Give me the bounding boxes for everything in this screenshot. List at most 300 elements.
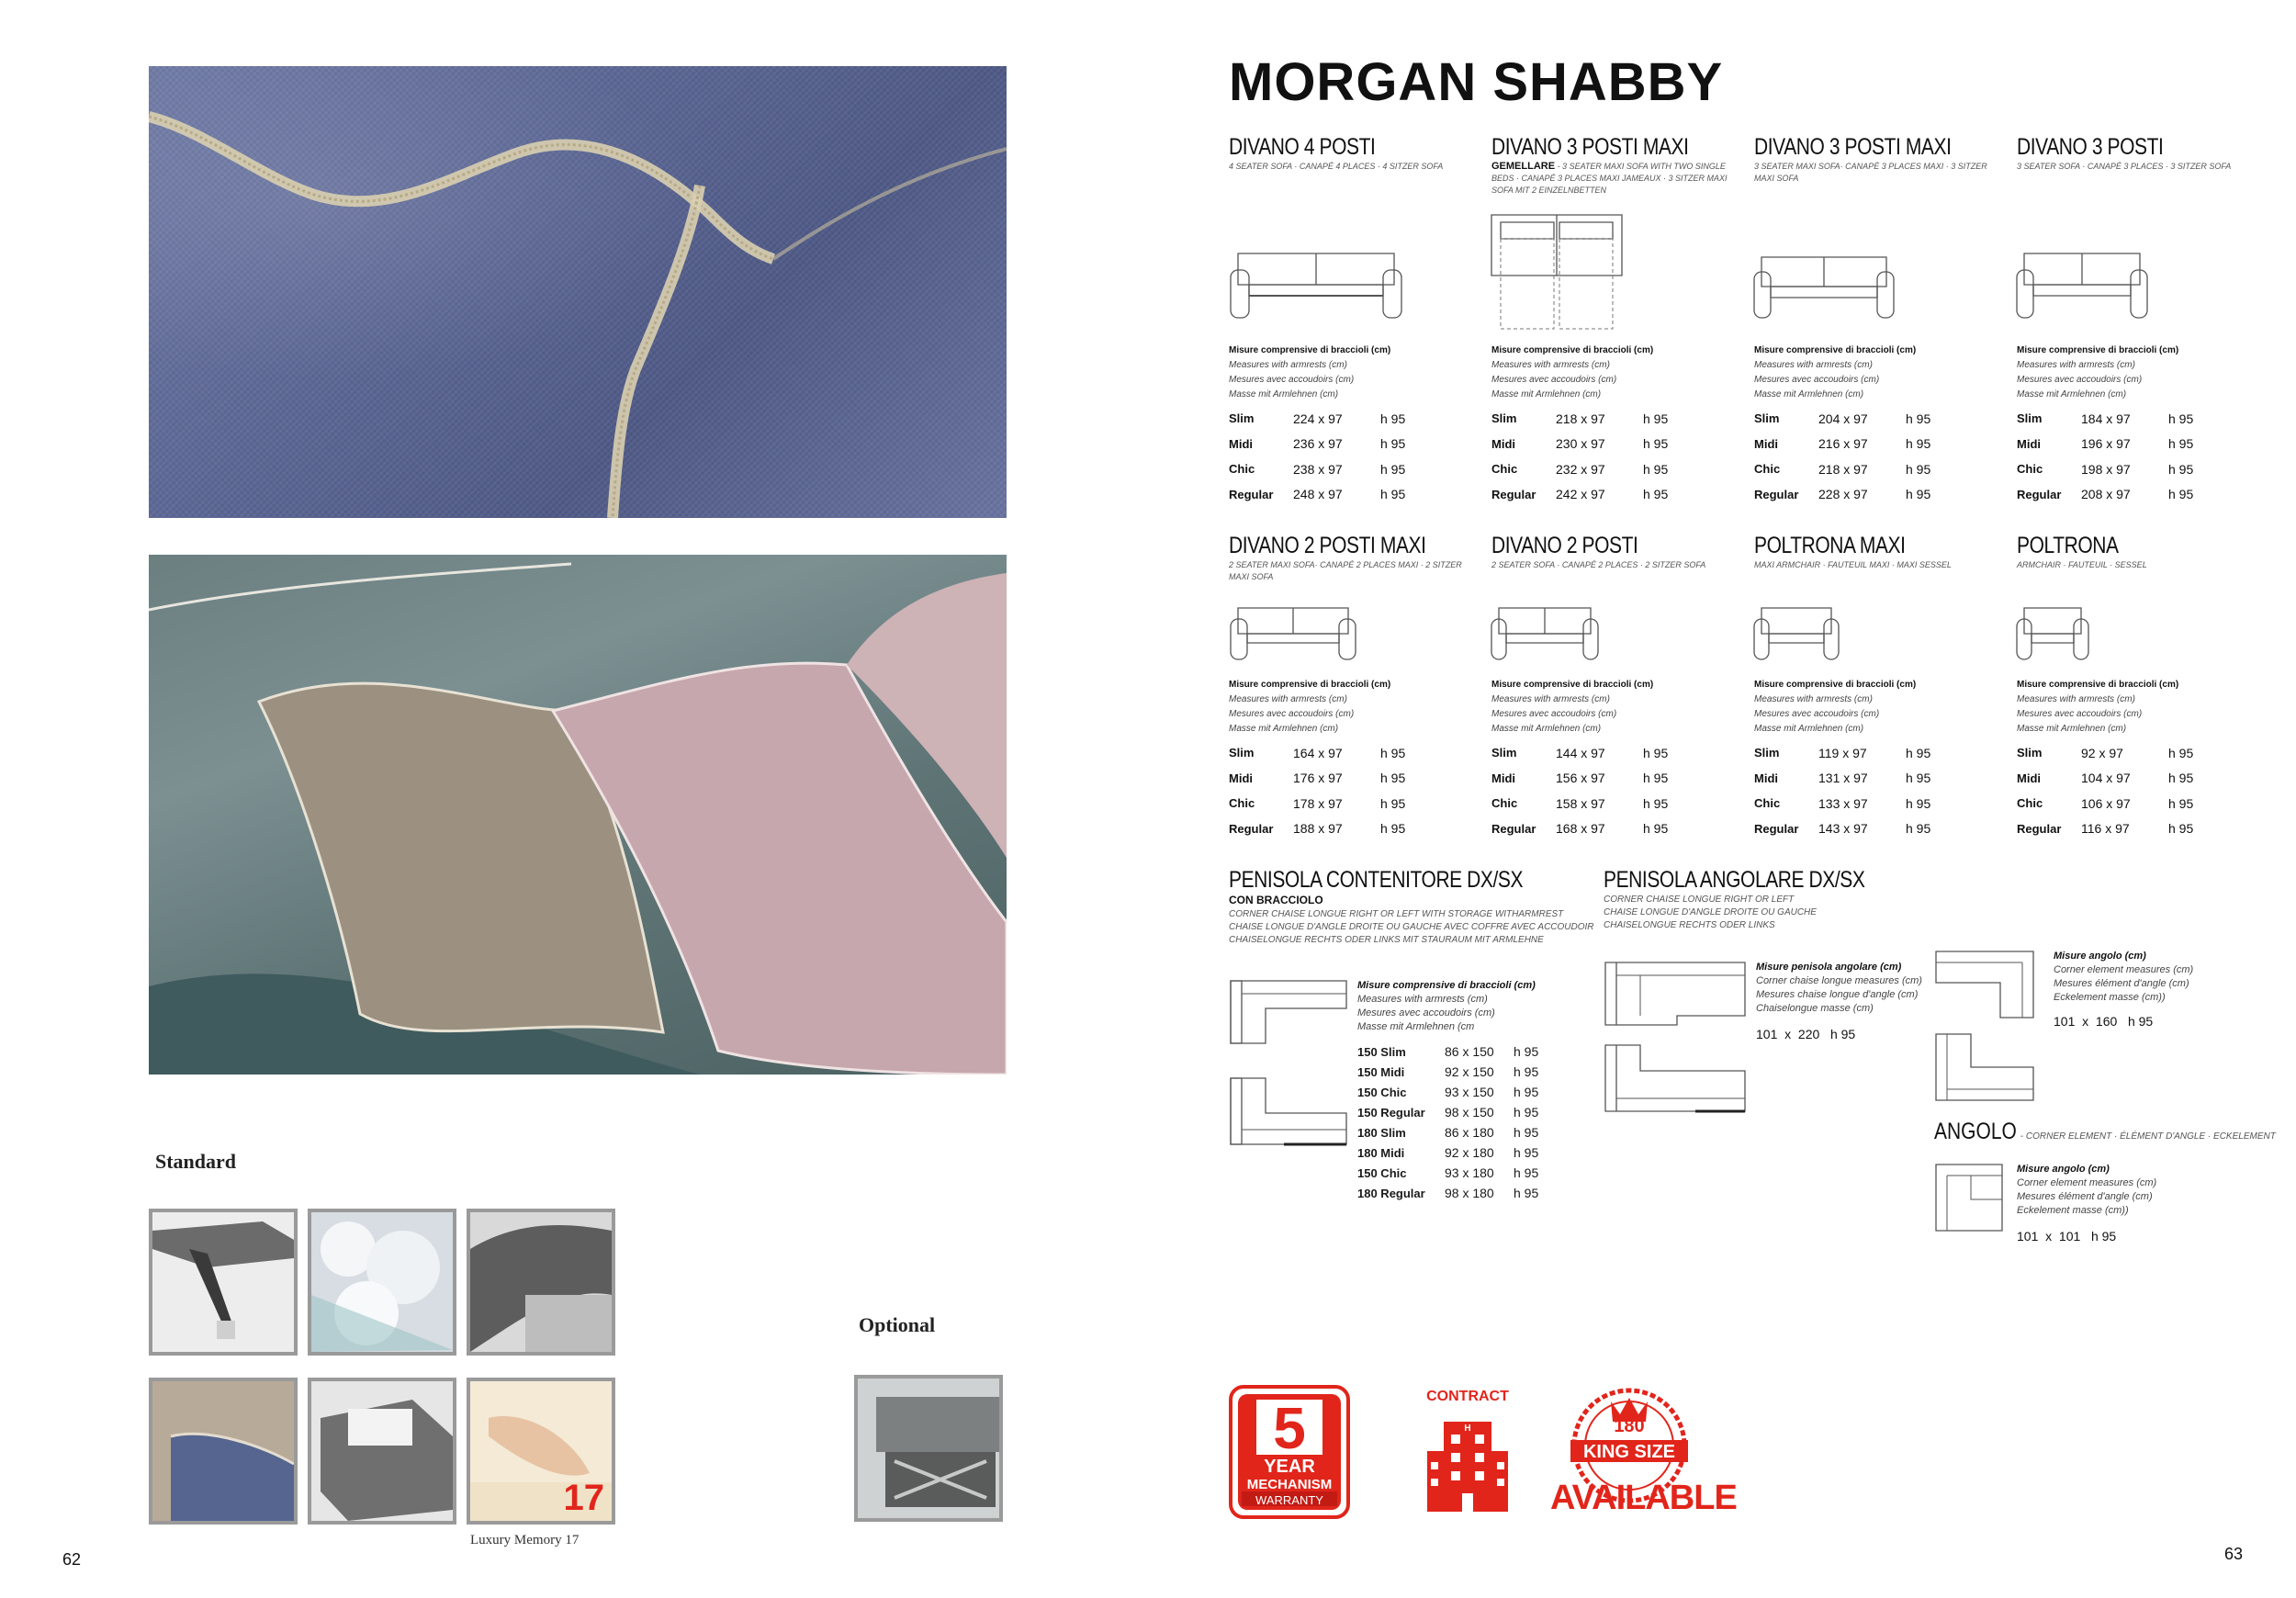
size-height: h 95 (1514, 1165, 1539, 1180)
sofa-3-seater-drawing (2015, 252, 2149, 321)
size-height: h 95 (1380, 745, 1406, 760)
measure-line: Mesures élément d'angle (cm) (2017, 1191, 2153, 1202)
size-row (1754, 482, 2004, 508)
size-height: h 95 (1643, 795, 1669, 811)
size-height: h 95 (1514, 1145, 1539, 1160)
size-row (1229, 791, 1479, 816)
size-height: h 95 (1906, 411, 1931, 426)
size-name: 150 Regular (1357, 1105, 1425, 1120)
penisola-line: CHAISE LONGUE D'ANGLE DROITE OU GAUCHE AVEC COFFRE AVEC ACCOUDOIR (1229, 922, 1594, 932)
size-dimensions: 92 x 97 (2081, 745, 2123, 760)
product-divano-3-posti (2017, 134, 2267, 173)
measure-line: Masse mit Armlehnen (cm) (1754, 724, 1864, 734)
warranty-line-year: YEAR (1264, 1457, 1315, 1477)
sofa-3-seater-maxi-drawing (1752, 255, 1896, 321)
size-dimensions: 119 x 97 (1818, 745, 1867, 760)
angolo-name: ANGOLO (1934, 1119, 2017, 1144)
filling-thumbnail[interactable] (308, 1209, 456, 1356)
size-name: Slim (2017, 746, 2043, 760)
size-name: Midi (1229, 436, 1253, 451)
penisola-size-row (1357, 1041, 1569, 1062)
size-height: h 95 (1514, 1085, 1539, 1099)
penisola-size-row (1357, 1142, 1569, 1163)
measure-line: Measures with armrests (cm) (1491, 694, 1610, 704)
measure-line: Mesures élément d'angle (cm) (2054, 978, 2189, 989)
measure-title: Misure penisola angolare (cm) (1756, 962, 1902, 973)
measure-line: Corner element measures (cm) (2017, 1177, 2157, 1188)
hotel-building-icon (1420, 1414, 1515, 1515)
size-name: Slim (1491, 411, 1517, 426)
measure-line: Corner chaise longue measures (cm) (1756, 975, 1922, 986)
product-poltrona (2017, 533, 2267, 571)
product-name: DIVANO 2 POSTI (1491, 533, 1638, 558)
size-row (1754, 740, 2004, 766)
measure-line: Masse mit Armlehnen (cm) (1754, 389, 1864, 400)
size-height: h 95 (1514, 1125, 1539, 1140)
size-row (1229, 766, 1479, 792)
size-table (1229, 740, 1479, 841)
product-name: POLTRONA MAXI (1754, 533, 1906, 558)
size-name: Regular (1229, 821, 1274, 836)
measure-title: Misure comprensive di braccioli (cm) (1754, 680, 1917, 690)
sofa-2-seater-maxi-drawing (1229, 606, 1357, 661)
size-table (1491, 406, 1741, 507)
size-height: h 95 (1380, 411, 1406, 426)
size-dimensions: 196 x 97 (2081, 436, 2131, 452)
size-row (1229, 456, 1479, 482)
size-name: Midi (1754, 771, 1778, 785)
size-row (2017, 482, 2267, 508)
measure-line: Measures with armrests (cm) (1229, 694, 1347, 704)
penisola-angolare-subtitle (1604, 894, 1971, 932)
size-dimensions: 178 x 97 (1293, 795, 1343, 811)
size-height: h 95 (1380, 436, 1406, 452)
size-height: h 95 (2168, 461, 2194, 477)
size-dimensions: 236 x 97 (1293, 436, 1343, 452)
product-subtitle (1491, 161, 1741, 197)
size-name: 150 Slim (1357, 1044, 1406, 1059)
size-height: h 95 (1906, 461, 1931, 477)
chaise-storage-drawing-1 (1229, 979, 1348, 1045)
measure-line: Masse mit Armlehnen (cm) (1229, 724, 1339, 734)
penisola-line: CORNER CHAISE LONGUE RIGHT OR LEFT WITH STORAGE WITHARMREST (1229, 909, 1564, 919)
measure-line: Mesures avec accoudoirs (cm) (1229, 709, 1355, 719)
size-row (2017, 791, 2267, 816)
measure-line: Masse mit Armlehnen (cm) (1229, 389, 1339, 400)
measure-line: Masse mit Armlehnen (cm) (1491, 724, 1602, 734)
size-dimensions: 204 x 97 (1818, 411, 1868, 426)
size-dimensions: 242 x 97 (1556, 487, 1605, 502)
sofa-2-seater-drawing (1490, 606, 1600, 661)
product-name: DIVANO 2 POSTI MAXI (1229, 533, 1426, 558)
product-name: DIVANO 4 POSTI (1229, 134, 1376, 160)
warranty-badge (1229, 1385, 1350, 1519)
size-name: Slim (1229, 411, 1255, 426)
measure-title: Misure comprensive di braccioli (cm) (1491, 345, 1654, 355)
size-name: Slim (2017, 411, 2043, 426)
penisola-angolare-section (1604, 867, 1971, 932)
size-row (2017, 406, 2267, 432)
warranty-number: 5 (1273, 1395, 1306, 1461)
measure-line: Eckelement masse (cm)) (2017, 1205, 2129, 1216)
measure-header (1491, 678, 1741, 737)
size-row (1491, 766, 1741, 792)
size-dimensions: 184 x 97 (2081, 411, 2131, 426)
size-row (1491, 791, 1741, 816)
size-row (1229, 406, 1479, 432)
size-height: h 95 (2168, 436, 2194, 452)
size-dimensions: 98 x 180 (1445, 1186, 1494, 1200)
size-name: Slim (1754, 411, 1780, 426)
size-row (1491, 432, 1741, 457)
warranty-line-warranty: WARRANTY (1255, 1493, 1323, 1507)
penisola-size-row (1357, 1082, 1569, 1102)
size-row (1754, 791, 2004, 816)
memory-badge-number: 17 (563, 1478, 604, 1518)
measure-title: Misure comprensive di braccioli (cm) (2017, 345, 2179, 355)
size-dimensions: 216 x 97 (1818, 436, 1868, 452)
measure-line: Eckelement masse (cm)) (2054, 992, 2166, 1003)
size-dimensions: 92 x 150 (1445, 1064, 1494, 1079)
size-row (1754, 456, 2004, 482)
product-divano-3-posti-maxi-gemellare (1491, 134, 1741, 197)
corner-element-drawing-1 (1934, 950, 2035, 1019)
size-name: Slim (1491, 746, 1517, 760)
angolo-dims: 101 x 101 h 95 (2017, 1229, 2117, 1244)
measure-line: Mesures chaise longue d'angle (cm) (1756, 989, 1919, 1000)
size-row (1491, 406, 1741, 432)
size-row (1754, 816, 2004, 842)
storage-thumbnail[interactable] (308, 1378, 456, 1525)
size-height: h 95 (1380, 795, 1406, 811)
size-row (2017, 432, 2267, 457)
size-dimensions: 143 x 97 (1818, 821, 1868, 837)
size-table (1754, 740, 2004, 841)
measure-line: Measures with armrests (cm) (1491, 360, 1610, 370)
size-dimensions: 168 x 97 (1556, 821, 1605, 837)
measure-line: Measures with armrests (cm) (2017, 694, 2135, 704)
penisola-angolare-line: CHAISE LONGUE D'ANGLE DROITE OU GAUCHE (1604, 907, 1817, 917)
penisola-angolare-line: CHAISELONGUE RECHTS ODER LINKS (1604, 920, 1775, 930)
penisola-angolare-name: PENISOLA ANGOLARE DX/SX (1604, 867, 1865, 893)
size-name: Regular (2017, 821, 2062, 836)
product-subtitle: 2 SEATER SOFA · CANAPÉ 2 PLACES · 2 SITZER SOFA (1491, 560, 1706, 569)
product-subtitle-text: - 3 SEATER MAXI SOFA WITH TWO SINGLE BEDS · CANAPÉ 3 PLACES MAXI JAMEAUX · 3 SITZER MAXI SOFA MIT 2 EINZELNBETTEN (1491, 162, 1728, 195)
measure-title: Misure comprensive di braccioli (cm) (1229, 680, 1391, 690)
size-height: h 95 (1643, 436, 1669, 452)
contract-badge (1420, 1389, 1515, 1517)
measure-header (1229, 343, 1479, 402)
size-height: h 95 (1380, 771, 1406, 786)
size-dimensions: 98 x 150 (1445, 1105, 1494, 1120)
size-name: Regular (2017, 487, 2062, 501)
size-dimensions: 106 x 97 (2081, 795, 2131, 811)
measure-line: Chaiselongue masse (cm) (1756, 1003, 1874, 1014)
penisola-size-row (1357, 1183, 1569, 1203)
size-dimensions: 164 x 97 (1293, 745, 1343, 760)
size-height: h 95 (1643, 771, 1669, 786)
measure-line: Masse mit Armlehnen (cm) (1491, 389, 1602, 400)
measure-line: Mesures avec accoudoirs (cm) (1357, 1007, 1495, 1018)
product-bold-prefix: GEMELLARE (1491, 161, 1556, 172)
size-row (1754, 432, 2004, 457)
size-dimensions: 92 x 180 (1445, 1145, 1494, 1160)
penisola-contenitore-subtitle (1229, 894, 1651, 947)
size-dimensions: 218 x 97 (1818, 461, 1868, 477)
size-dimensions: 104 x 97 (2081, 771, 2131, 786)
size-height: h 95 (1906, 795, 1931, 811)
measure-line: Measures with armrests (cm) (1754, 694, 1873, 704)
size-name: Regular (1491, 487, 1536, 501)
size-name: 180 Slim (1357, 1125, 1406, 1140)
measure-header (1229, 678, 1479, 737)
size-name: Chic (1491, 462, 1518, 477)
size-height: h 95 (1514, 1186, 1539, 1200)
mechanism-thumbnail[interactable] (149, 1209, 298, 1356)
size-name: Midi (1491, 771, 1515, 785)
product-divano-4-posti (1229, 134, 1479, 173)
size-row (1754, 406, 2004, 432)
cover-thumbnail[interactable] (467, 1209, 615, 1356)
size-name: Regular (1754, 487, 1799, 501)
armchair-maxi-drawing (1752, 606, 1840, 661)
size-name: Midi (1229, 771, 1253, 785)
measure-header (2017, 678, 2267, 737)
size-name: Regular (1229, 487, 1274, 501)
size-height: h 95 (1906, 771, 1931, 786)
size-dimensions: 131 x 97 (1818, 771, 1868, 786)
measure-line: Masse mit Armlehnen (cm) (2017, 724, 2127, 734)
king-size-label: KING SIZE (1582, 1442, 1675, 1462)
size-dimensions: 188 x 97 (1293, 821, 1343, 837)
product-name: POLTRONA (2017, 533, 2119, 558)
size-dimensions: 208 x 97 (2081, 487, 2131, 502)
angolo-subtitle: - CORNER ELEMENT · ÉLÉMENT D'ANGLE · ECKELEMENT (2017, 1131, 2276, 1142)
size-dimensions: 116 x 97 (2081, 821, 2130, 837)
size-name: Midi (2017, 436, 2041, 451)
penisola-size-table (1357, 1041, 1569, 1203)
measure-line: Measures with armrests (cm) (1357, 994, 1488, 1005)
product-name: DIVANO 3 POSTI MAXI (1754, 134, 1952, 160)
size-name: 150 Midi (1357, 1064, 1405, 1079)
cushions-photo (149, 555, 1007, 1075)
size-table (1754, 406, 2004, 507)
measure-line: Mesures avec accoudoirs (cm) (1754, 709, 1880, 719)
size-dimensions: 238 x 97 (1293, 461, 1343, 477)
measure-line: Masse mit Armlehnen (cm) (2017, 389, 2127, 400)
size-table (1229, 406, 1479, 507)
corner-element-drawing-2 (1934, 1032, 2035, 1102)
page-number-left: 62 (62, 1550, 82, 1569)
size-height: h 95 (1643, 821, 1669, 837)
fabric-closeup-photo (149, 66, 1007, 518)
size-row (1229, 740, 1479, 766)
size-name: Midi (1754, 436, 1778, 451)
memory-foam-thumbnail[interactable] (467, 1378, 615, 1525)
size-height: h 95 (2168, 487, 2194, 502)
product-name: DIVANO 3 POSTI (2017, 134, 2164, 160)
king-available-label: AVAILABLE (1550, 1479, 1737, 1517)
size-name: Regular (1491, 821, 1536, 836)
size-height: h 95 (1380, 487, 1406, 502)
product-poltrona-maxi (1754, 533, 2004, 571)
penisola-contenitore-section (1229, 867, 1651, 947)
size-row (1229, 432, 1479, 457)
measure-header (1491, 343, 1741, 402)
optional-label: Optional (859, 1313, 936, 1336)
warranty-line-mechanism: MECHANISM (1246, 1477, 1333, 1492)
penisola-angolare-line: CORNER CHAISE LONGUE RIGHT OR LEFT (1604, 895, 1795, 905)
svg-text:H: H (1464, 1424, 1471, 1434)
measure-title: Misure comprensive di braccioli (cm) (1491, 680, 1654, 690)
armchair-drawing (2015, 606, 2090, 661)
angolo-measure (2017, 1163, 2200, 1218)
product-subtitle: MAXI ARMCHAIR · FAUTEUIL MAXI · MAXI SESSEL (1754, 560, 1952, 569)
measure-line: Mesures avec accoudoirs (cm) (1491, 709, 1617, 719)
measure-title: Misure comprensive di braccioli (cm) (1229, 345, 1391, 355)
measure-title: Misure angolo (cm) (2054, 951, 2146, 962)
measure-line: Mesures avec accoudoirs (cm) (1754, 375, 1880, 385)
armrest-thumbnail[interactable] (149, 1378, 298, 1525)
size-height: h 95 (2168, 771, 2194, 786)
size-row (2017, 456, 2267, 482)
penisola-bold-line: CON BRACCIOLO (1229, 894, 1323, 906)
measure-line: Masse mit Armlehnen (cm (1357, 1021, 1475, 1032)
size-height: h 95 (1906, 487, 1931, 502)
size-row (1491, 740, 1741, 766)
measure-line: Mesures avec accoudoirs (cm) (1229, 375, 1355, 385)
size-name: Midi (1491, 436, 1515, 451)
measure-header (1754, 678, 2004, 737)
optional-thumbnail[interactable] (854, 1375, 1003, 1522)
size-name: Chic (1229, 796, 1255, 811)
angle-dims: 101 x 160 h 95 (2054, 1014, 2154, 1029)
product-subtitle: 3 SEATER SOFA · CANAPÉ 3 PLACES · 3 SITZER SOFA (2017, 162, 2232, 171)
size-height: h 95 (1643, 487, 1669, 502)
product-divano-2-posti (1491, 533, 1741, 571)
size-dimensions: 144 x 97 (1556, 745, 1605, 760)
angle-measure (2054, 950, 2237, 1005)
penisola-contenitore-measure (1357, 979, 1559, 1034)
size-dimensions: 156 x 97 (1556, 771, 1605, 786)
size-name: Slim (1229, 746, 1255, 760)
size-row (1491, 816, 1741, 842)
measure-line: Mesures avec accoudoirs (cm) (2017, 709, 2143, 719)
memory-caption: Luxury Memory 17 (470, 1533, 580, 1547)
measure-line: Corner element measures (cm) (2054, 964, 2194, 975)
penisola-size-row (1357, 1163, 1569, 1183)
measure-title: Misure comprensive di braccioli (cm) (1357, 980, 1536, 991)
size-row (2017, 740, 2267, 766)
size-dimensions: 93 x 180 (1445, 1165, 1494, 1180)
product-divano-3-posti-maxi (1754, 134, 2004, 185)
size-row (1229, 816, 1479, 842)
product-subtitle: 2 SEATER MAXI SOFA· CANAPÉ 2 PLACES MAXI · 2 SITZER MAXI SOFA (1229, 560, 1462, 581)
chaise-corner-drawing-2 (1604, 1043, 1747, 1113)
size-table (2017, 406, 2267, 507)
size-height: h 95 (1906, 436, 1931, 452)
size-dimensions: 86 x 180 (1445, 1125, 1494, 1140)
size-name: Chic (2017, 462, 2043, 477)
contract-label: CONTRACT (1426, 1389, 1509, 1404)
size-dimensions: 228 x 97 (1818, 487, 1868, 502)
size-row (1229, 482, 1479, 508)
size-dimensions: 232 x 97 (1556, 461, 1605, 477)
size-height: h 95 (1906, 821, 1931, 837)
size-height: h 95 (1380, 821, 1406, 837)
size-height: h 95 (1514, 1044, 1539, 1059)
size-table (2017, 740, 2267, 841)
measure-title: Misure comprensive di braccioli (cm) (2017, 680, 2179, 690)
angolo-drawing (1934, 1163, 2004, 1232)
measure-line: Measures with armrests (cm) (1229, 360, 1347, 370)
penisola-angolare-dims: 101 x 220 h 95 (1756, 1027, 1856, 1041)
measure-line: Mesures avec accoudoirs (cm) (1491, 375, 1617, 385)
sofa-4-seater-drawing (1229, 252, 1403, 321)
size-dimensions: 218 x 97 (1556, 411, 1605, 426)
product-name: DIVANO 3 POSTI MAXI (1491, 134, 1689, 160)
penisola-size-row (1357, 1102, 1569, 1122)
size-dimensions: 133 x 97 (1818, 795, 1868, 811)
size-name: Chic (2017, 796, 2043, 811)
size-name: Chic (1754, 796, 1781, 811)
product-subtitle: 3 SEATER MAXI SOFA· CANAPÉ 3 PLACES MAXI · 3 SITZER MAXI SOFA (1754, 162, 1987, 183)
size-height: h 95 (1906, 745, 1931, 760)
size-height: h 95 (2168, 821, 2194, 837)
size-height: h 95 (2168, 745, 2194, 760)
size-height: h 95 (1643, 745, 1669, 760)
size-row (2017, 816, 2267, 842)
standard-label: Standard (155, 1150, 237, 1173)
size-row (2017, 766, 2267, 792)
product-subtitle: ARMCHAIR · FAUTEUIL · SESSEL (2017, 560, 2147, 569)
size-dimensions: 230 x 97 (1556, 436, 1605, 452)
size-name: Chic (1229, 462, 1255, 477)
size-height: h 95 (1643, 411, 1669, 426)
size-dimensions: 158 x 97 (1556, 795, 1605, 811)
king-size-badge (1550, 1381, 1737, 1525)
product-divano-2-posti-maxi (1229, 533, 1479, 583)
page-number-right: 63 (2224, 1545, 2244, 1563)
product-subtitle: 4 SEATER SOFA · CANAPÉ 4 PLACES · 4 SITZER SOFA (1229, 162, 1444, 171)
size-height: h 95 (1643, 461, 1669, 477)
size-height: h 95 (1514, 1064, 1539, 1079)
penisola-size-row (1357, 1062, 1569, 1082)
measure-header (1754, 343, 2004, 402)
size-dimensions: 93 x 150 (1445, 1085, 1494, 1099)
size-name: Regular (1754, 821, 1799, 836)
chaise-storage-drawing-2 (1229, 1076, 1348, 1146)
page-title: MORGAN SHABBY (1229, 52, 1724, 112)
size-name: Chic (1754, 462, 1781, 477)
size-dimensions: 86 x 150 (1445, 1044, 1494, 1059)
king-number: 180 (1614, 1416, 1645, 1436)
size-name: 150 Chic (1357, 1165, 1407, 1180)
size-height: h 95 (2168, 795, 2194, 811)
size-row (1491, 482, 1741, 508)
size-name: 180 Regular (1357, 1186, 1425, 1200)
size-row (1754, 766, 2004, 792)
penisola-contenitore-name: PENISOLA CONTENITORE DX/SX (1229, 867, 1524, 893)
size-height: h 95 (1514, 1105, 1539, 1120)
size-name: Midi (2017, 771, 2041, 785)
sofa-3-seater-twin-beds-drawing (1490, 213, 1624, 332)
size-name: 180 Midi (1357, 1145, 1405, 1160)
measure-line: Mesures avec accoudoirs (cm) (2017, 375, 2143, 385)
chaise-corner-drawing-1 (1604, 961, 1747, 1027)
size-height: h 95 (2168, 411, 2194, 426)
size-dimensions: 248 x 97 (1293, 487, 1343, 502)
